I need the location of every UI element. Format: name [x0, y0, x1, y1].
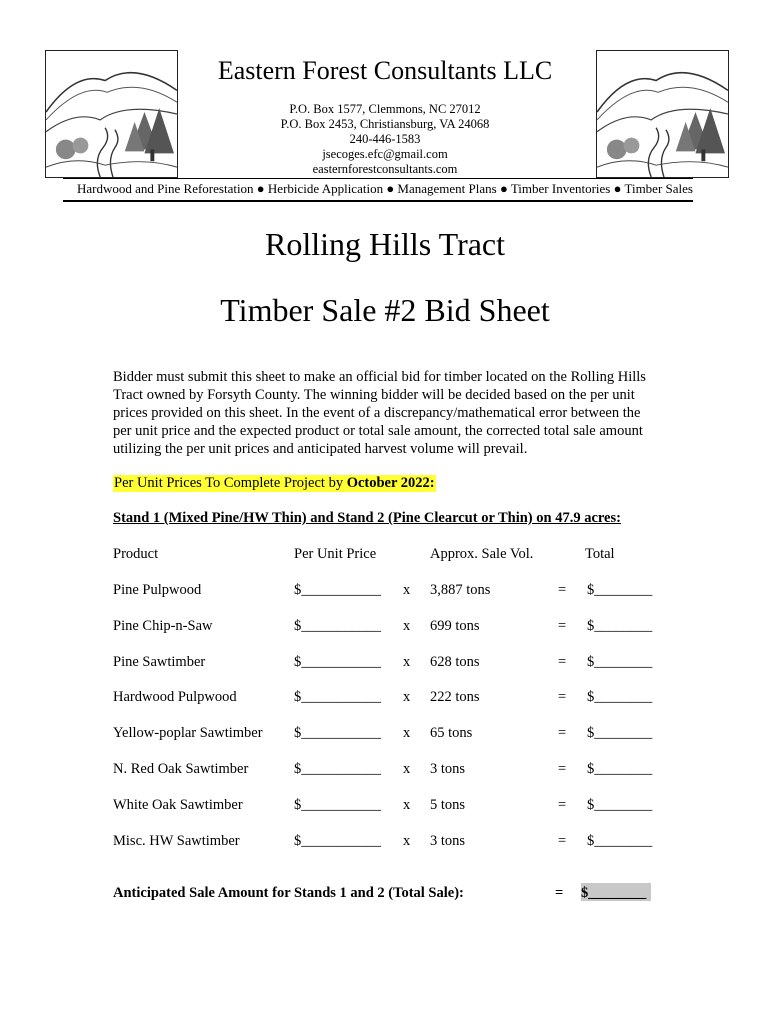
equals-sign: =	[558, 618, 567, 634]
price-blank[interactable]: $___________	[294, 797, 381, 813]
multiply-sign: x	[403, 761, 411, 777]
multiply-sign: x	[403, 797, 411, 813]
price-blank[interactable]: $___________	[294, 582, 381, 598]
sale-volume: 699 tons	[430, 618, 480, 634]
total-blank[interactable]: $________	[587, 725, 653, 741]
price-blank[interactable]: $___________	[294, 654, 381, 670]
table-row	[0, 833, 770, 853]
product-name: N. Red Oak Sawtimber	[113, 761, 249, 777]
product-name: White Oak Sawtimber	[113, 797, 243, 813]
total-blank[interactable]: $________	[587, 761, 653, 777]
sale-volume: 222 tons	[430, 689, 480, 705]
price-blank[interactable]: $___________	[294, 761, 381, 777]
total-blank[interactable]: $________	[587, 654, 653, 670]
product-name: Misc. HW Sawtimber	[113, 833, 240, 849]
phone-number: 240-446-1583	[349, 132, 421, 146]
sheet-title: Timber Sale #2 Bid Sheet	[220, 292, 550, 328]
multiply-sign: x	[403, 725, 411, 741]
stand-heading: Stand 1 (Mixed Pine/HW Thin) and Stand 2 (Pine Clearcut or Thin) on 47.9 acres:	[113, 510, 621, 526]
sale-volume: 65 tons	[430, 725, 473, 741]
total-sale-field[interactable]: $________	[581, 883, 651, 901]
sale-volume: 3 tons	[430, 761, 466, 777]
table-row	[0, 618, 770, 638]
column-header-product: Product	[113, 546, 159, 562]
product-name: Yellow-poplar Sawtimber	[113, 725, 263, 741]
sale-volume: 3,887 tons	[430, 582, 491, 598]
equals-sign: =	[558, 725, 567, 741]
email-address: jsecoges.efc@gmail.com	[322, 147, 448, 161]
column-header-price: Per Unit Price	[294, 546, 377, 562]
equals-sign: =	[558, 797, 567, 813]
deadline-date: October 2022:	[346, 475, 435, 491]
deadline-highlight	[113, 475, 436, 492]
header-divider	[63, 178, 693, 179]
website-url: easternforestconsultants.com	[312, 162, 458, 176]
total-blank[interactable]: $________	[587, 618, 653, 634]
product-name: Hardwood Pulpwood	[113, 689, 237, 705]
company-name: Eastern Forest Consultants LLC	[217, 56, 553, 85]
intro-paragraph: Bidder must submit this sheet to make an official bid for timber located on the Rolling Hills Tract owned by Forsyth County. The winning bidder will be decided based on the per unit prices provided on this sheet. In the event of a discrepancy/mathematical error between the per unit price and the expected product or total sale amount, the corrected total sale amount utilizing the per unit prices and anticipated harvest volume will prevail.	[113, 369, 646, 457]
column-header-volume: Approx. Sale Vol.	[430, 546, 534, 562]
sale-volume: 3 tons	[430, 833, 466, 849]
total-sale-label: Anticipated Sale Amount for Stands 1 and 2 (Total Sale):	[113, 885, 464, 901]
multiply-sign: x	[403, 582, 411, 598]
table-row	[0, 654, 770, 674]
column-header-total: Total	[585, 546, 615, 562]
table-row	[0, 797, 770, 817]
total-blank[interactable]: $________	[587, 689, 653, 705]
address-line: P.O. Box 2453, Christiansburg, VA 24068	[280, 117, 490, 131]
table-row	[0, 582, 770, 602]
table-row	[0, 725, 770, 745]
product-name: Pine Chip-n-Saw	[113, 618, 213, 634]
price-blank[interactable]: $___________	[294, 725, 381, 741]
equals-sign: =	[558, 582, 567, 598]
total-blank[interactable]: $________	[587, 582, 653, 598]
product-name: Pine Pulpwood	[113, 582, 202, 598]
address-line: P.O. Box 1577, Clemmons, NC 27012	[289, 102, 481, 116]
equals-sign: =	[555, 885, 564, 901]
price-blank[interactable]: $___________	[294, 833, 381, 849]
deadline-prefix: Per Unit Prices To Complete Project by	[114, 475, 347, 491]
multiply-sign: x	[403, 618, 411, 634]
sale-volume: 628 tons	[430, 654, 480, 670]
product-name: Pine Sawtimber	[113, 654, 206, 670]
multiply-sign: x	[403, 833, 411, 849]
multiply-sign: x	[403, 654, 411, 670]
header-divider	[63, 200, 693, 202]
multiply-sign: x	[403, 689, 411, 705]
equals-sign: =	[558, 761, 567, 777]
total-blank[interactable]: $________	[587, 833, 653, 849]
table-row	[0, 689, 770, 709]
total-blank[interactable]: $________	[587, 797, 653, 813]
services-list: Hardwood and Pine Reforestation ● Herbicide Application ● Management Plans ● Timber Inventories ● Timber Sales	[77, 181, 693, 196]
price-blank[interactable]: $___________	[294, 689, 381, 705]
equals-sign: =	[558, 654, 567, 670]
price-blank[interactable]: $___________	[294, 618, 381, 634]
sale-volume: 5 tons	[430, 797, 466, 813]
tract-title: Rolling Hills Tract	[264, 226, 506, 262]
table-row	[0, 761, 770, 781]
equals-sign: =	[558, 689, 567, 705]
equals-sign: =	[558, 833, 567, 849]
